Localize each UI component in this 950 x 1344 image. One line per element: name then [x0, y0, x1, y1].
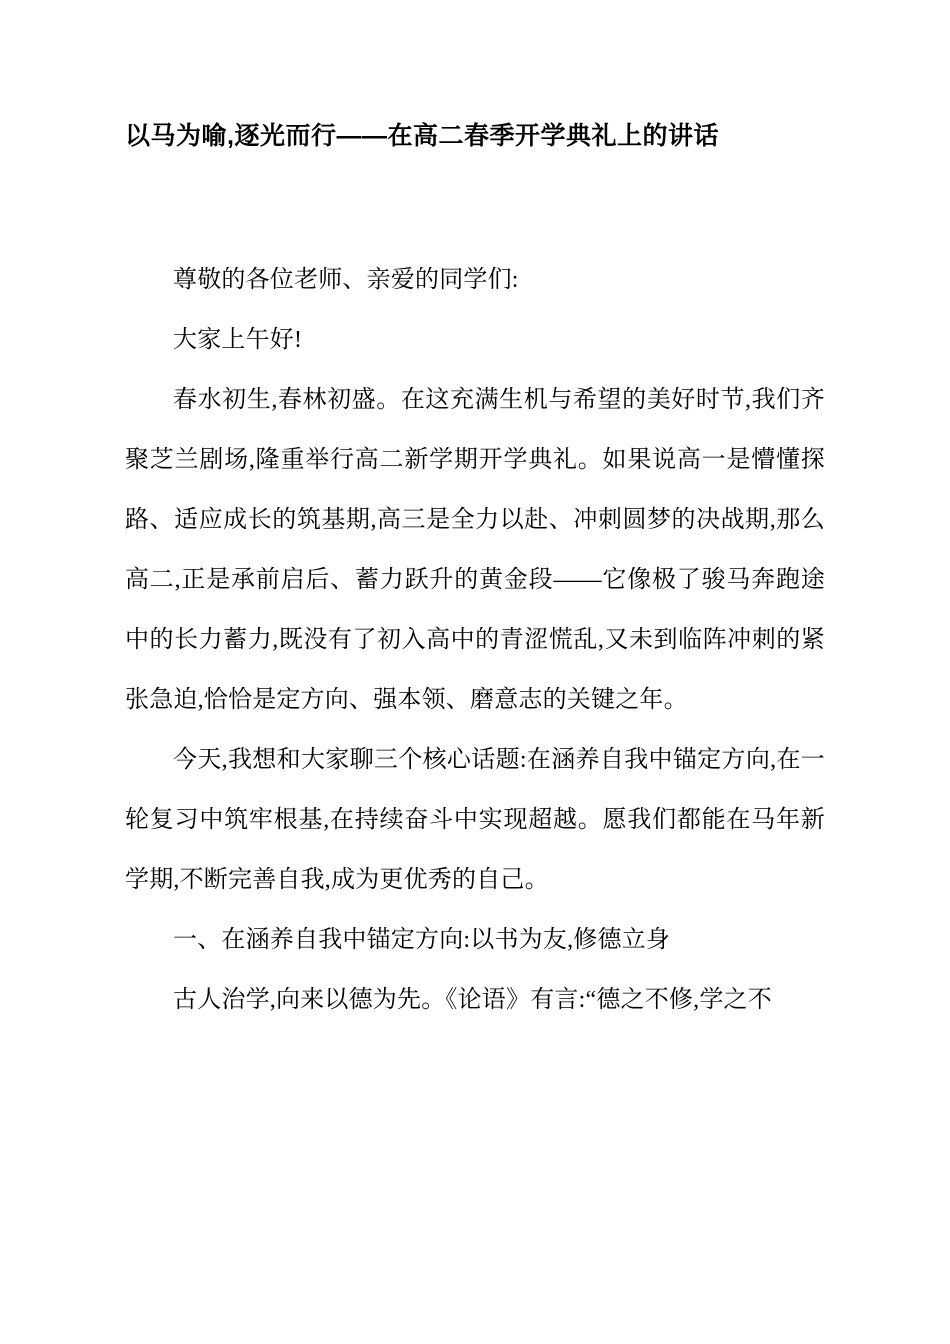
paragraph: 一、在涵养自我中锚定方向:以书为友,修德立身 [173, 927, 671, 953]
paragraph: 古人治学,向来以德为先。《论语》有言:“德之不修,学之不 [173, 987, 772, 1013]
paragraph: 今天,我想和大家聊三个核心话题:在涵养自我中锚定方向,在一轮复习中筑牢根基,在持续奋斗中实现超越。愿我们都能在马年新学期,不断完善自我,成为更优秀的自己。 [125, 747, 825, 893]
page-title: 以马为喻,逐光而行——在高二春季开学典礼上的讲话 [125, 122, 719, 150]
paragraph: 春水初生,春林初盛。在这充满生机与希望的美好时节,我们齐聚芝兰剧场,隆重举行高二新学期开学典礼。如果说高一是懵懂探路、适应成长的筑基期,高三是全力以赴、冲刺圆梦的决战期,那么高二,正是承前启后、蓄力跃升的黄金段——它像极了骏马奔跑途中的长力蓄力,既没有了初入高中的青涩慌乱,又未到临阵冲刺的紧张急迫,恰恰是定方向、强本领、磨意志的关键之年。 [125, 387, 825, 713]
paragraph: 大家上午好! [173, 327, 303, 353]
document-body [125, 250, 825, 1030]
paragraph: 尊敬的各位老师、亲爱的同学们: [173, 267, 519, 293]
